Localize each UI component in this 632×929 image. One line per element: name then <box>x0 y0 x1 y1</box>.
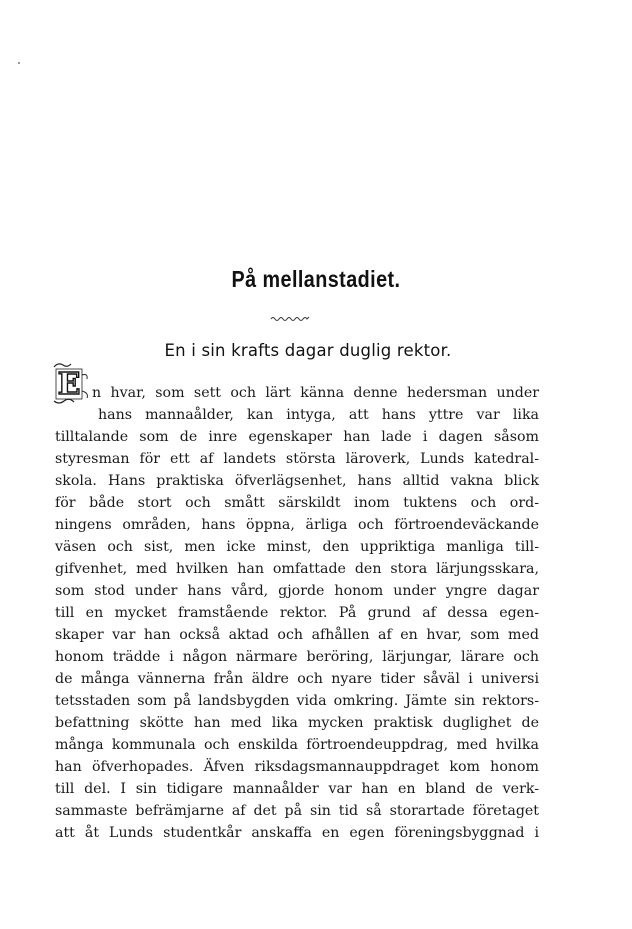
section-heading: En i sin krafts dagar duglig rektor. <box>164 341 452 360</box>
body-line: hans mannaålder, kan intyga, att hans yttre var lika <box>98 407 539 423</box>
body-line: honom trädde i någon närmare beröring, lärjungar, lärare och <box>55 649 539 665</box>
body-line: gifvenhet, med hvilken han omfattade den stora lärjungsskara, <box>55 561 539 577</box>
initial-letter: E <box>57 367 81 402</box>
body-line: sammaste befrämjarne af det på sin tid så storartade företaget <box>55 803 539 819</box>
chapter-title: På mellanstadiet. <box>231 266 401 292</box>
body-line: ningens områden, hans öppna, ärliga och förtroendeväckande <box>55 517 539 533</box>
body-line: tilltalande som de inre egenskaper han lade i dagen såsom <box>55 429 539 445</box>
body-line: skola. Hans praktiska öfverlägsenhet, hans alltid vakna blick <box>55 473 539 489</box>
page-speck <box>18 62 20 64</box>
body-line: många kommunala och enskilda förtroendeuppdrag, med hvilka <box>55 737 539 753</box>
body-line: styresman för ett af landets största läroverk, Lunds katedral- <box>55 451 539 467</box>
body-line: skaper var han också aktad och afhållen af en hvar, som med <box>55 627 539 643</box>
body-line: till en mycket framstående rektor. På grund af dessa egen- <box>55 605 539 621</box>
body-line: han öfverhopades. Äfven riksdagsmannauppdraget kom honom <box>55 759 539 775</box>
body-line: väsen och sist, men icke minst, den uppriktiga manliga till- <box>55 539 539 555</box>
body-line: till del. I sin tidigare mannaålder var han en bland de verk- <box>55 781 539 797</box>
body-line: n hvar, som sett och lärt känna denne hedersman under <box>92 385 539 401</box>
body-line: tetsstaden som på landsbygden vida omkring. Jämte sin rektors- <box>55 693 539 709</box>
body-line: befattning skötte han med lika mycken praktisk duglighet de <box>55 715 539 731</box>
body-line: för både stort och smått särskildt inom tuktens och ord- <box>55 495 539 511</box>
body-line: som stod under hans vård, gjorde honom under yngre dagar <box>55 583 539 599</box>
decorated-initial-e <box>52 361 92 405</box>
body-line: att åt Lunds studentkår anskaffa en egen föreningsbyggnad i <box>55 825 539 841</box>
title-ornament-icon <box>270 315 310 323</box>
body-line: de många vännerna från äldre och nyare tider såväl i universi <box>55 671 539 687</box>
